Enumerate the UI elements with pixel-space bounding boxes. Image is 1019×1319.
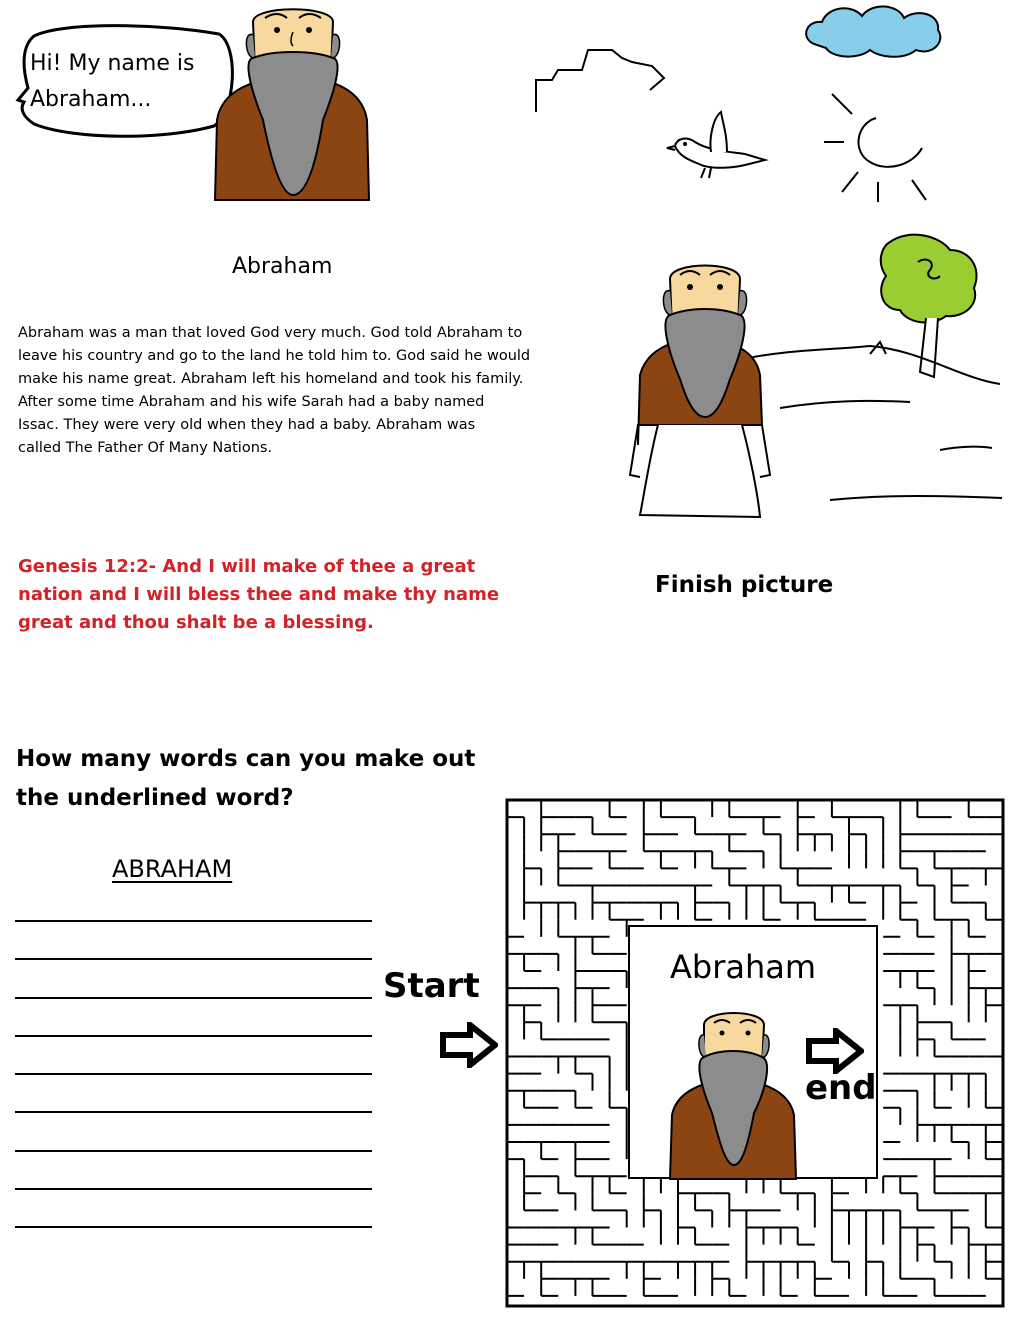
- verse-line: great and thou shalt be a blessing.: [18, 612, 374, 633]
- cloud-icon: [800, 2, 945, 60]
- question-line: the underlined word?: [16, 785, 294, 811]
- finish-picture-label: Finish picture: [655, 572, 834, 598]
- mountain-outline: [532, 40, 692, 115]
- story-line: leave his country and go to the land he told him to. God said he would: [18, 348, 531, 364]
- answer-line[interactable]: [15, 997, 372, 999]
- answer-line[interactable]: [15, 1035, 372, 1037]
- answer-line[interactable]: [15, 1188, 372, 1190]
- question-line: How many words can you make out: [16, 746, 476, 772]
- story-paragraph: [18, 322, 618, 460]
- maze-end-label: end: [805, 1068, 877, 1108]
- answer-line[interactable]: [15, 1111, 372, 1113]
- maze-start-label: Start: [383, 966, 480, 1006]
- underlined-word: ABRAHAM: [112, 855, 233, 883]
- abraham-illustration-top: [213, 0, 373, 202]
- word-question: [16, 740, 475, 818]
- maze-center-title: Abraham: [670, 948, 817, 986]
- speech-bubble-text: [30, 46, 230, 118]
- answer-line[interactable]: [15, 1226, 372, 1228]
- abraham-illustration-unfinished: [620, 255, 780, 525]
- start-arrow-icon: [440, 1022, 498, 1068]
- sun-icon: [822, 92, 942, 204]
- answer-line[interactable]: [15, 1150, 372, 1152]
- story-line: Issac. They were very old when they had a baby. Abraham was: [18, 417, 476, 433]
- verse-line: nation and I will bless thee and make thy name: [18, 584, 500, 605]
- story-line: called The Father Of Many Nations.: [18, 440, 273, 456]
- page-title: Abraham: [232, 254, 333, 279]
- story-line: After some time Abraham and his wife Sarah had a baby named: [18, 394, 485, 410]
- answer-line[interactable]: [15, 920, 372, 922]
- speech-line-2: Abraham...: [30, 87, 152, 112]
- story-line: Abraham was a man that loved God very much. God told Abraham to: [18, 325, 523, 341]
- story-line: make his name great. Abraham left his homeland and took his family.: [18, 371, 524, 387]
- answer-line[interactable]: [15, 1073, 372, 1075]
- bird-icon: [665, 108, 770, 183]
- speech-line-1: Hi! My name is: [30, 51, 195, 76]
- verse-line: Genesis 12:2- And I will make of thee a great: [18, 556, 476, 577]
- bible-verse: [18, 553, 578, 637]
- answer-line[interactable]: [15, 958, 372, 960]
- abraham-illustration-maze: [668, 1005, 798, 1180]
